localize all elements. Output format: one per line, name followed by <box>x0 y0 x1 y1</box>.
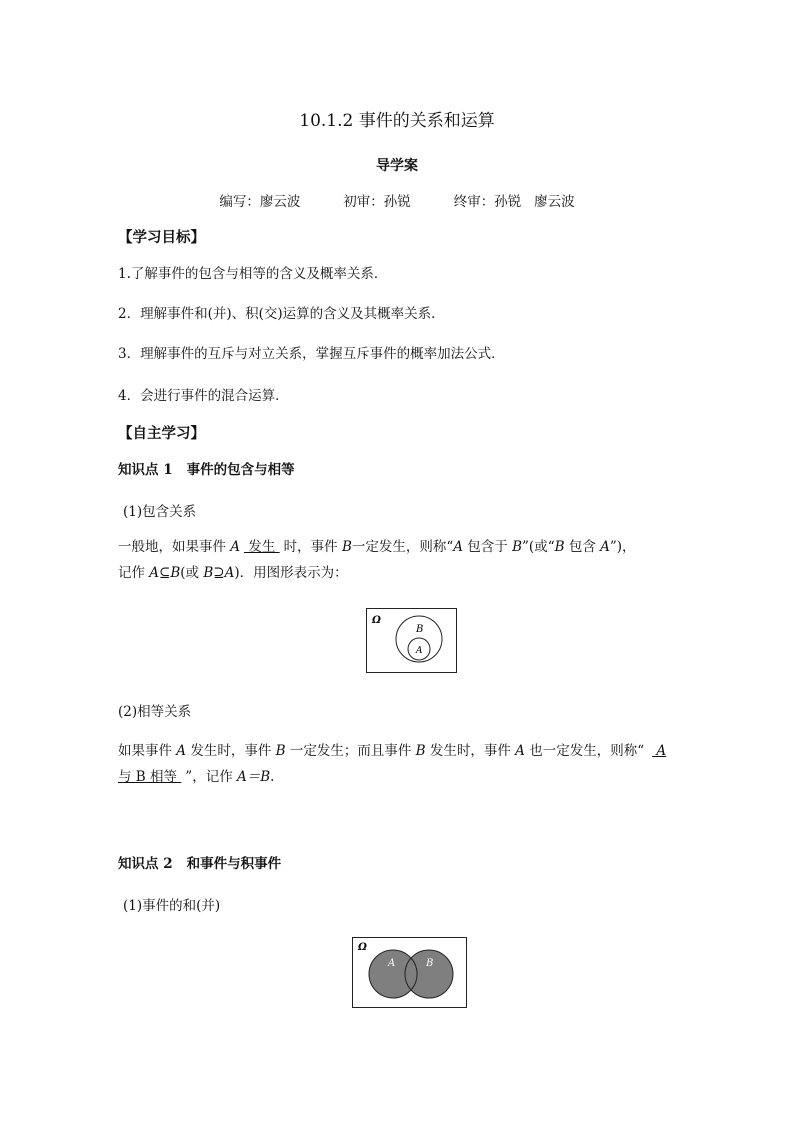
circle-a-label: A <box>388 958 396 969</box>
kp2-number: 知识点 2 <box>118 856 173 872</box>
self-study-heading: 【自主学习】 <box>118 425 205 442</box>
kp2-title: 和事件与积事件 <box>186 856 282 872</box>
inclusion-venn-diagram <box>366 608 458 674</box>
kp1-paragraph-equality: 如果事件 A 发生时，事件 B 一定发生；而且事件 B 发生时，事件 A 也一定发生，则称“ A 与 B 相等 ”，记作 A＝B. <box>118 743 667 785</box>
objective-item-4: 4．会进行事件的混合运算． <box>118 388 289 404</box>
objective-item-1: 1.了解事件的包含与相等的含义及概率关系． <box>118 266 388 282</box>
knowledge-point-2 <box>118 852 281 872</box>
kp1-sub-equality: (2)相等关系 <box>118 704 192 720</box>
circle-a-label: A <box>416 646 423 656</box>
kp1-number: 知识点 1 <box>118 462 173 478</box>
knowledge-point-1 <box>118 458 295 478</box>
fill-blank-part1: A <box>652 743 667 759</box>
circle-b-label: B <box>426 958 434 969</box>
union-venn-diagram <box>352 937 468 1009</box>
fill-blank-part2: 与 B 相等 <box>118 769 182 785</box>
objectives-heading: 【学习目标】 <box>118 229 205 246</box>
omega-label: Ω <box>372 615 381 626</box>
omega-label: Ω <box>358 942 367 953</box>
authors-line: 编写：廖云波 初审：孙锐 终审：孙锐 廖云波 <box>219 194 575 210</box>
kp1-paragraph-inclusion: 一般地，如果事件 A 发生 时，事件 B一定发生，则称“A 包含于 B”(或“B 包含 A”)， 记作 A⊆B(或 B⊇A)．用图形表示为： <box>118 539 636 581</box>
kp1-sub-inclusion: (1)包含关系 <box>123 504 197 520</box>
kp1-title: 事件的包含与相等 <box>186 462 295 478</box>
kp2-sub-union: (1)事件的和(并) <box>123 898 221 914</box>
objective-item-3: 3．理解事件的互斥与对立关系，掌握互斥事件的概率加法公式． <box>118 346 505 362</box>
circle-b-label: B <box>416 624 424 635</box>
fill-blank: 发生 <box>244 539 280 555</box>
objective-item-2: 2．理解事件和(并)、积(交)运算的含义及其概率关系． <box>118 306 445 322</box>
page-title: 10.1.2 事件的关系和运算 <box>299 111 495 131</box>
page-subtitle: 导学案 <box>376 158 418 174</box>
